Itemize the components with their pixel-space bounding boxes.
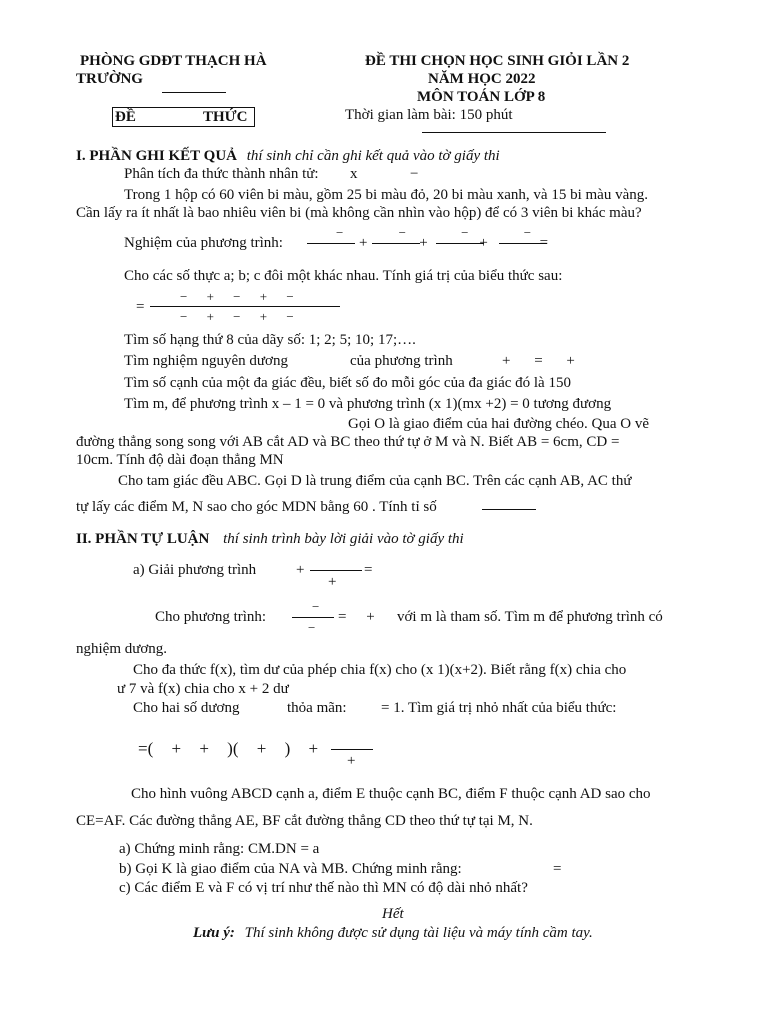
official-stamp-box bbox=[112, 107, 255, 127]
q4-equals: = bbox=[136, 299, 145, 315]
q4-text: Cho các số thực a; b; c đôi một khác nhau. Tính giá trị của biểu thức sau: bbox=[124, 268, 563, 284]
p2-q3-expression: =( + + )( + ) + bbox=[138, 739, 319, 758]
official-label-right: THỨC bbox=[203, 109, 248, 125]
q9-line2: đường thẳng song song với AB cắt AD và BC theo thứ tự ở M và N. Biết AB = 6cm, CD = bbox=[76, 434, 620, 450]
q3-text: Nghiệm của phương trình: bbox=[124, 235, 283, 251]
p2-q1b-frac-bar bbox=[292, 617, 334, 618]
part2-subtitle: thí sinh trình bày lời giải vào tờ giấy thi bbox=[223, 531, 464, 547]
p2-q4-b: b) Gọi K là giao điểm của NA và MB. Chứng minh rằng: bbox=[119, 861, 462, 877]
p2-q3-text-c: = 1. Tìm giá trị nhỏ nhất của biểu thức: bbox=[381, 700, 617, 716]
exam-duration: Thời gian làm bài: 150 phút bbox=[345, 107, 513, 123]
q10-line1: Cho tam giác đều ABC. Gọi D là trung điểm của cạnh BC. Trên các cạnh AB, AC thứ bbox=[118, 473, 632, 489]
p2-q1b-mid: = + bbox=[338, 609, 375, 625]
q6-text-b: của phương trình bbox=[350, 353, 453, 369]
q4-frac-bar bbox=[150, 306, 340, 307]
q3-operators: + + + = bbox=[359, 235, 549, 251]
part1-subtitle: thí sinh chỉ cần ghi kết quả vào tờ giấy thi bbox=[246, 148, 500, 164]
p2-q1b-num: − bbox=[312, 599, 320, 614]
q6-math: + = + bbox=[502, 353, 575, 369]
q7-text: Tìm số cạnh của một đa giác đều, biết số đo mỗi góc của đa giác đó là 150 bbox=[124, 375, 571, 391]
part1-heading bbox=[76, 147, 500, 165]
q4-denominator: − + − + − bbox=[180, 309, 294, 324]
q9-line3: 10cm. Tính độ dài đoạn thẳng MN bbox=[76, 452, 284, 468]
q9-line1: Gọi O là giao điểm của hai đường chéo. Qua O vẽ bbox=[348, 416, 649, 432]
part1-title: I. PHẦN GHI KẾT QUẢ bbox=[76, 148, 237, 164]
exam-title: ĐỀ THI CHỌN HỌC SINH GIỎI LẦN 2 bbox=[365, 53, 630, 69]
p2-q1a-den: + bbox=[328, 574, 337, 590]
part2-heading bbox=[76, 530, 464, 548]
p2-q1a-plus: + bbox=[296, 562, 305, 578]
p2-q4-line1: Cho hình vuông ABCD cạnh a, điểm E thuộc cạnh BC, điểm F thuộc cạnh AD sao cho bbox=[131, 786, 651, 802]
q5-text: Tìm số hạng thứ 8 của dãy số: 1; 2; 5; 10; 17;…. bbox=[124, 332, 416, 348]
q1-math-minus: − bbox=[410, 166, 419, 182]
p2-q1a-text: a) Giải phương trình bbox=[133, 562, 257, 578]
note-text: Thí sinh không được sử dụng tài liệu và máy tính cầm tay. bbox=[244, 925, 593, 941]
q1-math-x: x bbox=[350, 166, 358, 182]
p2-q1a-frac-bar bbox=[310, 570, 362, 571]
p2-q4-a: a) Chứng minh rằng: CM.DN = a bbox=[119, 841, 320, 857]
footer-note bbox=[193, 924, 593, 942]
header-divider bbox=[422, 132, 606, 133]
q3-minus-signs: − − − − bbox=[336, 225, 532, 240]
p2-q4-b-eq: = bbox=[553, 861, 562, 877]
p2-q4-line2: CE=AF. Các đường thẳng AE, BF cắt đường thẳng CD theo thứ tự tại M, N. bbox=[76, 813, 533, 829]
q10-line2: tự lấy các điểm M, N sao cho góc MDN bằng 60 . Tính tỉ số bbox=[76, 499, 437, 515]
q4-numerator: − + − + − bbox=[180, 289, 294, 304]
subject-grade: MÔN TOÁN LỚP 8 bbox=[417, 89, 546, 105]
p2-q2-line1: Cho đa thức f(x), tìm dư của phép chia f(x) cho (x 1)(x+2). Biết rằng f(x) chia cho bbox=[133, 662, 627, 678]
p2-q1b-den: − bbox=[308, 620, 316, 635]
school-year: NĂM HỌC 2022 bbox=[428, 71, 536, 87]
p2-q3-text-a: Cho hai số dương bbox=[133, 700, 240, 716]
q8-text: Tìm m, để phương trình x – 1 = 0 và phương trình (x 1)(mx +2) = 0 tương đương bbox=[124, 396, 612, 412]
q2-line2: Cần lấy ra ít nhất là bao nhiêu viên bi (mà không cần nhìn vào hộp) để có 3 viên bi khác màu? bbox=[76, 205, 642, 221]
p2-q4-c: c) Các điểm E và F có vị trí như thế nào thì MN có độ dài nhỏ nhất? bbox=[119, 880, 528, 896]
q6-text-a: Tìm nghiệm nguyên dương bbox=[124, 353, 288, 369]
p2-q1a-eq: = bbox=[364, 562, 373, 578]
end-marker: Hết bbox=[382, 906, 404, 922]
school-name-label: TRƯỜNG bbox=[76, 71, 143, 87]
q1-text: Phân tích đa thức thành nhân tử: bbox=[124, 166, 319, 182]
school-name-blank bbox=[162, 92, 226, 93]
school-department: PHÒNG GDĐT THẠCH HÀ bbox=[80, 53, 267, 69]
p2-q1b-rest: với m là tham số. Tìm m để phương trình có bbox=[397, 609, 663, 625]
p2-q1b-line2: nghiệm dương. bbox=[76, 641, 168, 657]
p2-q2-line2: ư 7 và f(x) chia cho x + 2 dư bbox=[117, 681, 289, 697]
q3-frac-bar-1 bbox=[307, 243, 355, 244]
p2-q1b-text: Cho phương trình: bbox=[155, 609, 267, 625]
part2-title: II. PHẦN TỰ LUẬN bbox=[76, 531, 210, 547]
q2-line1: Trong 1 hộp có 60 viên bi màu, gồm 25 bi màu đỏ, 20 bi màu xanh, và 15 bi màu vàng. bbox=[124, 187, 648, 203]
q10-ratio-bar bbox=[482, 509, 536, 510]
p2-q3-frac-bar bbox=[331, 749, 373, 750]
p2-q3-den: + bbox=[347, 753, 356, 769]
official-label-left: ĐỀ bbox=[115, 109, 136, 125]
note-label: Lưu ý: bbox=[193, 925, 235, 941]
p2-q3-text-b: thỏa mãn: bbox=[287, 700, 347, 716]
